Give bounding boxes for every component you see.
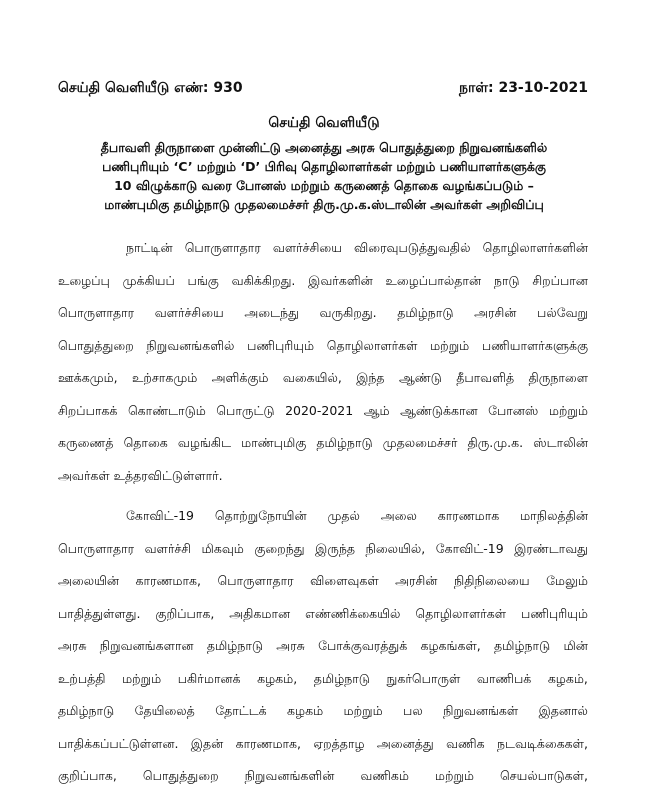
word: தமிழ்நாடு bbox=[313, 670, 370, 686]
word: செயல்பாடுகள், bbox=[499, 768, 588, 783]
word: அரசு bbox=[58, 638, 87, 653]
headline bbox=[60, 138, 588, 214]
word: அதிகமான bbox=[229, 605, 291, 621]
word: மற்றும் bbox=[548, 402, 588, 418]
word: நிதிநிலையை bbox=[453, 573, 530, 588]
word: இருந்த bbox=[315, 540, 355, 556]
word: நிறுவனங்களின் bbox=[244, 768, 335, 783]
word: கருணைத் bbox=[58, 435, 114, 450]
word: வழங்கிட bbox=[177, 435, 232, 450]
word: மற்றும் bbox=[122, 670, 162, 686]
word: தமிழ்நாடு bbox=[397, 305, 454, 320]
word: குறிப்பாக, bbox=[155, 605, 215, 621]
word: பொதுத்துறை bbox=[142, 768, 219, 783]
word: அளிக்கும் bbox=[211, 370, 269, 385]
paragraph-line bbox=[58, 297, 588, 330]
word: அலையின் bbox=[58, 573, 120, 588]
word: குறிப்பாக, bbox=[58, 768, 117, 783]
word: கழகம், bbox=[547, 670, 588, 686]
word: தீபாவளித் bbox=[456, 370, 515, 385]
document-title: செய்தி வெளியீடு bbox=[268, 115, 380, 131]
paragraph-line bbox=[58, 232, 588, 265]
word: வளர்ச்சி bbox=[144, 540, 192, 556]
word: காரணமாக bbox=[437, 508, 500, 523]
word: கழகம், bbox=[257, 670, 298, 686]
word: உழைப்பால்தான் bbox=[385, 272, 482, 288]
word: தமிழ்நாடு bbox=[494, 638, 551, 653]
word: அலை bbox=[380, 508, 417, 523]
word: மேலும் bbox=[546, 573, 588, 588]
word: ஆண்டுக்கான bbox=[400, 402, 478, 418]
word: கழகம் bbox=[287, 703, 324, 718]
paragraph-line bbox=[58, 533, 588, 566]
word: தொழிலாளர்கள் bbox=[415, 605, 507, 621]
headline-line: தீபாவளி திருநாளை முன்னிட்டு அனைத்து அரசு பொதுத்துறை நிறுவனங்களில் bbox=[100, 140, 548, 155]
word: முக்கியப் bbox=[122, 272, 175, 288]
word: இதன் bbox=[190, 735, 224, 751]
word: அரசின் bbox=[395, 573, 438, 588]
word: வாணிபக் bbox=[476, 670, 532, 686]
word: வளர்ச்சியை bbox=[272, 240, 342, 255]
paragraph-line bbox=[58, 760, 588, 793]
word: விளைவுகள் bbox=[310, 573, 379, 588]
release-number: செய்தி வெளியீடு எண்: 930 bbox=[58, 80, 243, 96]
word: மின் bbox=[563, 638, 588, 653]
word: நடவடிக்கைகள், bbox=[496, 735, 588, 751]
headline-line: 10 விழுக்காடு வரை போனஸ் மற்றும் கருணைத் தொகை வழங்கப்படும் – bbox=[114, 178, 534, 193]
word: பணியாளர்களுக்கு bbox=[481, 337, 588, 353]
word: தொற்றுநோயின் bbox=[214, 508, 307, 523]
word: நிறுவனங்கள் bbox=[443, 703, 519, 718]
word: மாநிலத்தின் bbox=[520, 508, 588, 523]
paragraph-line bbox=[58, 565, 588, 598]
word: திருநாளை bbox=[528, 370, 588, 385]
word: சிறப்பான bbox=[532, 272, 588, 288]
word: பணிபுரியும் bbox=[247, 337, 315, 353]
word: போனஸ் bbox=[488, 402, 539, 418]
word: தொகை bbox=[123, 435, 168, 450]
word: மற்றும் bbox=[430, 337, 470, 353]
paragraph-line bbox=[58, 427, 588, 460]
header-row bbox=[58, 80, 588, 98]
word: மாண்புமிகு bbox=[241, 435, 307, 450]
word: சிறப்பாகக் bbox=[58, 402, 118, 418]
headline-line: மாண்புமிகு தமிழ்நாடு முதலமைச்சர் திரு.மு.க.ஸ்டாலின் அவர்கள் அறிவிப்பு bbox=[104, 197, 544, 212]
word: ஏறத்தாழ bbox=[313, 735, 365, 751]
word: உற்பத்தி bbox=[58, 670, 106, 686]
paragraph-line bbox=[58, 695, 588, 728]
paragraph-line bbox=[58, 630, 588, 663]
word: பகிர்மானக் bbox=[177, 670, 241, 686]
paragraph-line bbox=[58, 663, 588, 696]
word: நாட்டின் bbox=[126, 240, 173, 255]
word: ஸ்டாலின் bbox=[533, 435, 588, 450]
word: பொருளாதார bbox=[58, 540, 135, 556]
word: மற்றும் bbox=[343, 703, 383, 718]
word: ஆண்டு bbox=[398, 370, 442, 385]
word: பொருளாதார bbox=[58, 305, 135, 320]
word: நிலையில், bbox=[365, 540, 426, 556]
word: ஆம் bbox=[363, 402, 390, 418]
word: அரசு bbox=[276, 638, 305, 653]
word: பாதித்துள்ளது. bbox=[58, 605, 141, 621]
word: வகையில், bbox=[282, 370, 342, 385]
word: உற்சாகமும் bbox=[132, 370, 198, 385]
word: காரணமாக, bbox=[235, 735, 302, 751]
word: வருகிறது. bbox=[319, 305, 377, 320]
word: கழகங்கள், bbox=[420, 638, 481, 653]
word: பொருட்டு bbox=[216, 402, 275, 418]
word: வணிக bbox=[446, 735, 485, 751]
paragraph-line bbox=[58, 598, 588, 631]
paragraph-line bbox=[58, 362, 588, 395]
word: தொழிலாளர்கள் bbox=[326, 337, 418, 353]
word: நாடு bbox=[493, 272, 520, 288]
paragraph-line bbox=[58, 500, 588, 533]
word: தமிழ்நாடு bbox=[58, 703, 115, 718]
paragraph-1 bbox=[58, 232, 588, 492]
word: முதல் bbox=[327, 508, 360, 523]
word: பங்கு bbox=[187, 272, 219, 288]
word: பல bbox=[403, 703, 423, 718]
word: கோவிட்-19 bbox=[126, 508, 194, 523]
word: பொருளாதார bbox=[217, 573, 294, 588]
word: நுகர்பொருள் bbox=[386, 670, 461, 686]
paragraph-line bbox=[58, 395, 588, 428]
paragraph-2 bbox=[58, 500, 588, 793]
word: அரசின் bbox=[474, 305, 517, 320]
word: வளர்ச்சியை bbox=[154, 305, 224, 320]
word: பொதுத்துறை bbox=[58, 337, 134, 353]
word: எண்ணிக்கையில் bbox=[305, 605, 401, 621]
paragraph-line bbox=[58, 330, 588, 363]
word: நிறுவனங்களில் bbox=[146, 337, 235, 353]
word: நிறுவனங்களான bbox=[99, 638, 194, 653]
word: அனைத்து bbox=[376, 735, 434, 751]
paragraph-line bbox=[58, 265, 588, 298]
word: உழைப்பு bbox=[58, 272, 110, 288]
word: காரணமாக, bbox=[135, 573, 201, 588]
word: இவர்களின் bbox=[308, 272, 373, 288]
word: தேயிலைத் bbox=[134, 703, 195, 718]
word: 2020-2021 bbox=[285, 402, 354, 418]
paragraph-line: அவர்கள் உத்தரவிட்டுள்ளார். bbox=[58, 467, 223, 483]
word: தமிழ்நாடு bbox=[206, 638, 264, 653]
headline-line: பணிபுரியும் ‘C’ மற்றும் ‘D’ பிரிவு தொழிலாளர்கள் மற்றும் பணியாளர்களுக்கு bbox=[102, 159, 546, 174]
word: கொண்டாடும் bbox=[127, 402, 206, 418]
paragraph-line bbox=[58, 728, 588, 761]
word: வணிகம் bbox=[360, 768, 409, 783]
word: இரண்டாவது bbox=[514, 540, 588, 556]
word: தொழிலாளர்களின் bbox=[482, 240, 588, 255]
word: தமிழ்நாடு bbox=[316, 435, 373, 450]
word: வகிக்கிறது. bbox=[231, 272, 296, 288]
word: அடைந்து bbox=[244, 305, 299, 320]
word: விரைவுபடுத்துவதில் bbox=[354, 240, 471, 255]
word: திரு.மு.க. bbox=[467, 435, 524, 450]
word: ஊக்கமும், bbox=[58, 370, 118, 385]
word: மிகவும் bbox=[201, 540, 244, 556]
word: கோவிட்-19 bbox=[435, 540, 504, 556]
word: தோட்டக் bbox=[215, 703, 267, 718]
word: பொருளாதார bbox=[184, 240, 261, 255]
word: மற்றும் bbox=[434, 768, 474, 783]
word: போக்குவரத்துக் bbox=[318, 638, 408, 653]
word: பாதிக்கப்பட்டுள்ளன. bbox=[58, 735, 179, 751]
word: இதனால் bbox=[538, 703, 588, 718]
word: முதலமைச்சர் bbox=[382, 435, 458, 450]
word: குறைந்து bbox=[254, 540, 305, 556]
word: பல்வேறு bbox=[537, 305, 588, 320]
release-date: நாள்: 23-10-2021 bbox=[459, 80, 588, 96]
word: பணிபுரியும் bbox=[521, 605, 588, 621]
word: இந்த bbox=[356, 370, 385, 385]
